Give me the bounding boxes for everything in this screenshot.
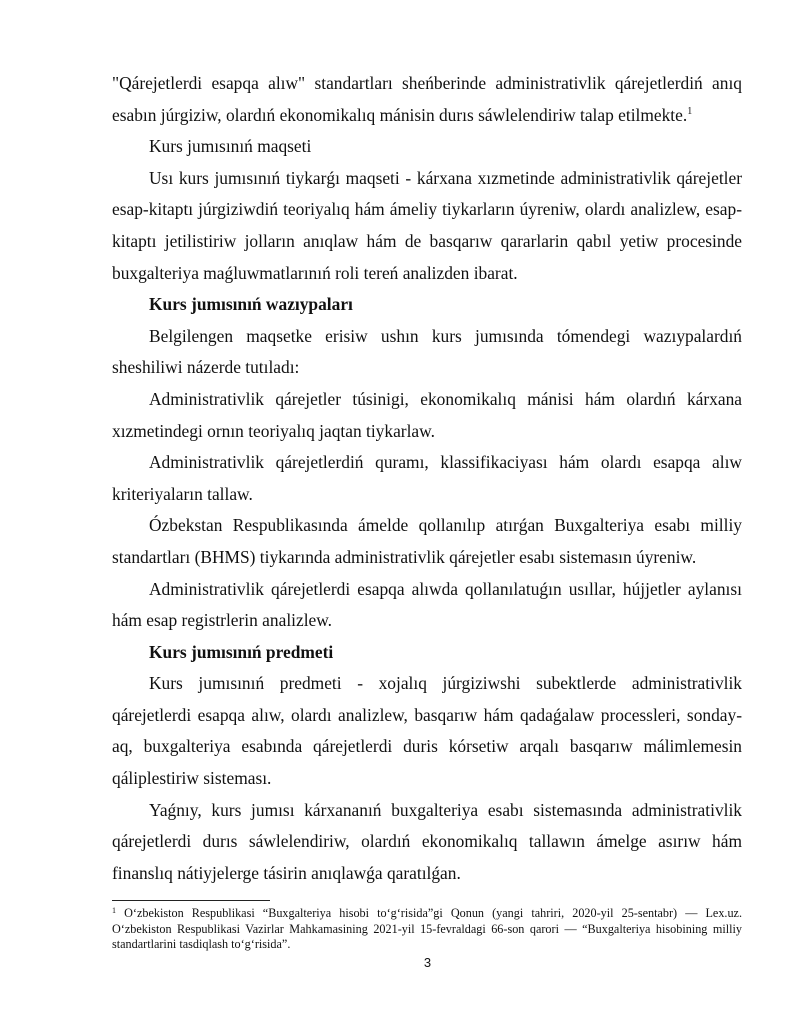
- footnote-marker: 1: [112, 906, 116, 915]
- heading-tasks: Kurs jumısınıń wazıypaları: [149, 294, 353, 315]
- task-item-2: Administrativlik qárejetlerdiń quramı, klassifikaciyası hám olardı esapqa alıw kriteriyaların tallaw.: [112, 452, 742, 504]
- body-text: [112, 68, 742, 889]
- paragraph-tasks-intro: Belgilengen maqsetke erisiw ushın kurs jumısında tómendegi wazıypalardıń sheshiliwi názerde tutıladı:: [112, 325, 742, 378]
- task-item-3: Ózbekstan Respublikasında ámelde qollanılıp atırǵan Buxgalteriya esabı milliy standartları (BHMS) tiykarında administrativlik qárejetler esabı sistemasın úyreniw.: [112, 515, 742, 567]
- task-item-1: Administrativlik qárejetler túsinigi, ekonomikalıq mánisi hám olardıń kárxana xızmetindegi ornın teoriyalıq jaqtan tiykarlaw.: [112, 388, 742, 441]
- heading-subject: Kurs jumısınıń predmeti: [149, 641, 334, 662]
- page-number: 3: [423, 955, 432, 970]
- task-item-4: Administrativlik qárejetlerdi esapqa alıwda qollanılatuǵın usıllar, hújjetler aylanısı hám esap registrlerin analizlew.: [112, 578, 742, 631]
- footnote-text: O‘zbekiston Respublikasi “Buxgalteriya hisobi to‘g‘risida”gi Qonun (yangi tahriri, 2020-yil 25-sentabr) — Lex.uz. O‘zbekiston Respublikasi Vazirlar Mahkamasining 2021-yil 15-fevraldagi 66-son qarori — “Buxgalteriya hisobining milliy standartlarini tasdiqlash to‘g‘risida”.: [112, 906, 743, 952]
- heading-goal: Kurs jumısınıń maqseti: [149, 136, 312, 157]
- paragraph-intro: [112, 68, 742, 131]
- paragraph-goal: Usı kurs jumısınıń tiykarǵı maqseti - kárxana xızmetinde administrativlik qárejetler esap-kitaptı júrgiziwdiń teoriyalıq hám ámeliy tiykarların úyreniw, olardı analizlew, esap-kitaptı jetilistiriw jolların anıqlaw hám de basqarıw qararlarin qabıl yetiw procesinde buxgalteriya maǵluwmatlarınıń roli tereń analizden ibarat.: [112, 167, 742, 283]
- paragraph-subject: Kurs jumısınıń predmeti - xojalıq júrgiziwshi subektlerde administrativlik qárejetlerdi esapqa alıw, olardı analizlew, basqarıw hám qadaǵalaw processleri, sonday-aq, buxgalteriya esabında qárejetlerdi duris kórsetiw arqalı basqarıw málimlemesin qáliplestiriw sisteması.: [112, 673, 742, 789]
- footnote: [112, 906, 742, 953]
- footnote-divider: [112, 900, 270, 901]
- paragraph-conclusion: Yaǵnıy, kurs jumısı kárxananıń buxgalteriya esabı sistemasında administrativlik qárejetlerdi durıs sáwlelendiriw, olardıń ekonomikalıq tallawın ámelge asırıw hám finanslıq nátiyjelerge tásirin anıqlawǵa qaratılǵan.: [112, 799, 742, 883]
- paragraph-intro-text: "Qárejetlerdi esapqa alıw" standartları sheńberinde administrativlik qárejetlerdiń anıq esabın júrgiziw, olardıń ekonomikalıq mánisin durıs sáwlelendiriw talap etilmekte.: [112, 73, 742, 125]
- footnote-reference[interactable]: 1: [687, 105, 693, 117]
